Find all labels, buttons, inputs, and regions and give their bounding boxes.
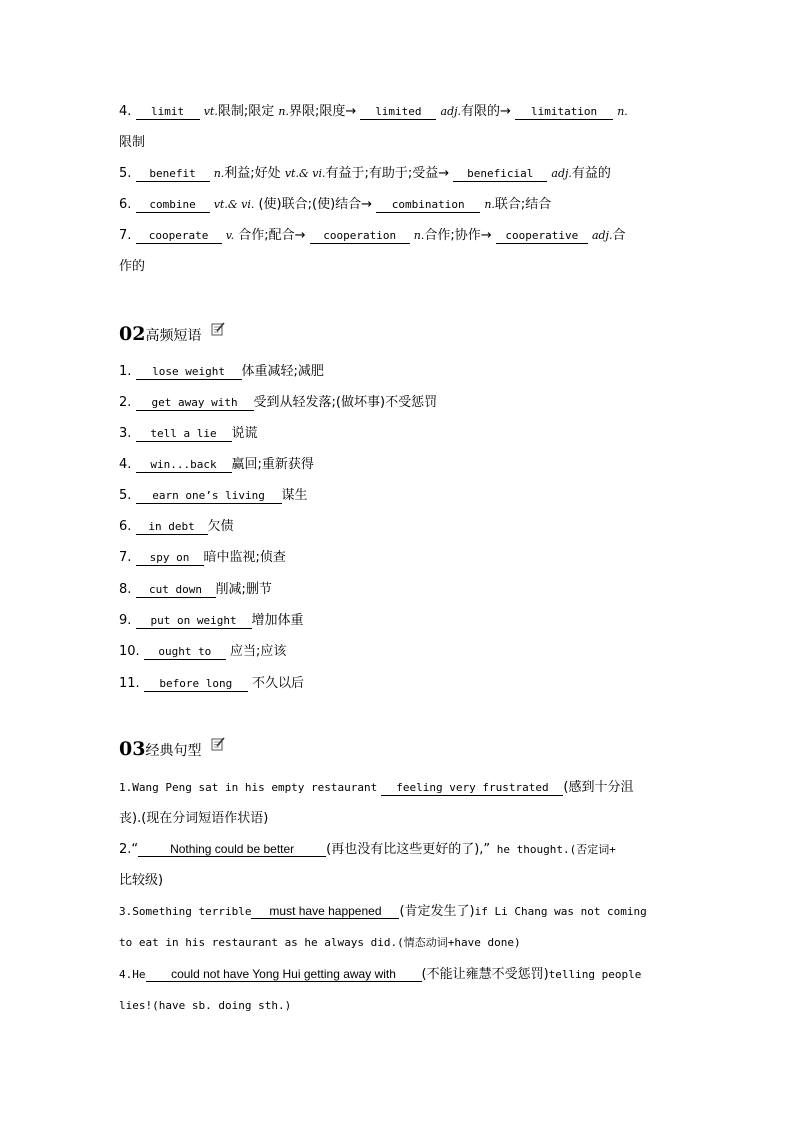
notepad-pencil-icon bbox=[211, 736, 225, 750]
definition: 联合;结合 bbox=[494, 197, 552, 212]
answer-blank: tell a lie bbox=[136, 427, 232, 442]
phrase-item bbox=[119, 455, 314, 475]
part-of-speech: n. bbox=[213, 167, 225, 180]
answer-blank: get away with bbox=[136, 396, 254, 411]
answer-blank: must have happened bbox=[251, 904, 399, 919]
answer-blank: limitation bbox=[515, 105, 613, 120]
item-number: 9. bbox=[119, 613, 132, 628]
sentence-hint: (肯定发生了) bbox=[399, 904, 475, 919]
definition: 有益于;有助于;受益→ bbox=[325, 166, 450, 181]
part-of-speech: vt. bbox=[203, 105, 218, 118]
answer-blank: in debt bbox=[136, 520, 208, 535]
phrase-meaning: 说谎 bbox=[231, 426, 258, 441]
phrase-meaning: 赢回;重新获得 bbox=[231, 457, 314, 472]
phrase-item bbox=[119, 611, 304, 631]
sentence-text: telling people bbox=[548, 968, 642, 981]
sentence-item bbox=[119, 902, 647, 922]
item-number: 7. bbox=[119, 228, 132, 243]
phrase-meaning: 体重减轻;减肥 bbox=[241, 364, 324, 379]
part-of-speech: v. bbox=[225, 229, 235, 242]
sentence-item bbox=[119, 778, 634, 798]
item-number: 5. bbox=[119, 166, 132, 181]
definition: 有益的 bbox=[571, 166, 611, 181]
phrase-item bbox=[119, 517, 234, 537]
answer-blank: feeling very frustrated bbox=[381, 781, 563, 796]
phrase-meaning: 应当;应该 bbox=[229, 644, 287, 659]
item-number: 8. bbox=[119, 582, 132, 597]
sentence-text: he thought.(否定词+ bbox=[490, 843, 616, 856]
item-number: 2. bbox=[119, 395, 132, 410]
vocab-item-4-wrap bbox=[119, 133, 145, 153]
answer-blank: cooperative bbox=[496, 229, 588, 244]
answer-blank: cooperation bbox=[310, 229, 410, 244]
sentence-wrap: 比较级) bbox=[119, 873, 164, 888]
item-number: 6. bbox=[119, 197, 132, 212]
sentence-text: if Li Chang was not coming bbox=[474, 905, 647, 918]
part-of-speech: n. bbox=[484, 198, 495, 211]
definition: 利益;好处 bbox=[224, 166, 281, 181]
definition: (使)联合;(使)结合→ bbox=[258, 197, 373, 212]
sentence-text: 1.Wang Peng sat in his empty restaurant bbox=[119, 781, 378, 794]
phrase-item bbox=[119, 424, 258, 444]
answer-blank: spy on bbox=[136, 551, 204, 566]
definition-wrap: 限制 bbox=[119, 135, 146, 150]
answer-blank: combine bbox=[136, 198, 210, 213]
phrase-meaning: 不久以后 bbox=[251, 676, 304, 691]
answer-blank: lose weight bbox=[136, 365, 242, 380]
answer-blank: ought to bbox=[144, 645, 226, 660]
sentence-wrap: 丧).(现在分词短语作状语) bbox=[119, 811, 269, 826]
answer-blank: beneficial bbox=[453, 167, 547, 182]
answer-blank: could not have Yong Hui getting away with bbox=[146, 967, 422, 982]
part-of-speech: vt.& vi. bbox=[284, 167, 326, 180]
phrase-meaning: 谋生 bbox=[281, 488, 308, 503]
part-of-speech: adj. bbox=[591, 229, 613, 242]
sentence-text: 2.“ bbox=[119, 842, 139, 857]
section-heading-sentences bbox=[119, 738, 225, 760]
answer-blank: limited bbox=[360, 105, 436, 120]
phrase-item bbox=[119, 486, 308, 506]
sentence-hint: (再也没有比这些更好的了),” bbox=[326, 842, 491, 857]
sentence-wrap: to eat in his restaurant as he always did.(情态动词+have done) bbox=[119, 936, 521, 949]
definition: 合作;协作→ bbox=[424, 228, 492, 243]
item-number: 4. bbox=[119, 457, 132, 472]
answer-blank: earn one’s living bbox=[136, 489, 282, 504]
sentence-item-wrap bbox=[119, 871, 163, 891]
phrase-meaning: 暗中监视;侦查 bbox=[203, 550, 286, 565]
phrase-item bbox=[119, 362, 324, 382]
sentence-item-wrap bbox=[119, 996, 291, 1016]
section-heading-phrases bbox=[119, 323, 225, 345]
phrase-meaning: 削减;删节 bbox=[215, 582, 272, 597]
section-number: 03 bbox=[119, 738, 146, 760]
section-number: 02 bbox=[119, 323, 146, 345]
answer-blank: before long bbox=[144, 677, 248, 692]
definition: 合 bbox=[612, 228, 626, 243]
answer-blank: combination bbox=[376, 198, 480, 213]
section-title: 经典句型 bbox=[145, 743, 202, 759]
part-of-speech: n. bbox=[278, 105, 289, 118]
definition: 有限的→ bbox=[461, 104, 511, 119]
answer-blank: cut down bbox=[136, 583, 216, 598]
item-number: 1. bbox=[119, 364, 132, 379]
sentence-item bbox=[119, 840, 616, 860]
section-title: 高频短语 bbox=[145, 328, 202, 344]
answer-blank: limit bbox=[136, 105, 200, 120]
part-of-speech: adj. bbox=[440, 105, 462, 118]
part-of-speech: vt.& vi. bbox=[213, 198, 255, 211]
sentence-text: 3.Something terrible bbox=[119, 905, 252, 918]
definition: 合作;配合→ bbox=[238, 228, 306, 243]
phrase-meaning: 增加体重 bbox=[251, 613, 304, 628]
sentence-wrap: lies!(have sb. doing sth.) bbox=[119, 999, 292, 1012]
answer-blank: Nothing could be better bbox=[138, 842, 326, 857]
phrase-item bbox=[119, 393, 437, 413]
item-number: 5. bbox=[119, 488, 132, 503]
part-of-speech: n. bbox=[413, 229, 425, 242]
vocab-item-5 bbox=[119, 164, 611, 184]
sentence-item-wrap bbox=[119, 809, 268, 829]
phrase-meaning: 欠债 bbox=[207, 519, 234, 534]
part-of-speech: adj. bbox=[551, 167, 572, 180]
item-number: 11. bbox=[119, 676, 140, 691]
sentence-text: 4.He bbox=[119, 968, 146, 981]
sentence-item bbox=[119, 965, 641, 985]
notepad-pencil-icon bbox=[211, 321, 225, 335]
vocab-item-6 bbox=[119, 195, 551, 215]
part-of-speech: n. bbox=[617, 105, 628, 118]
phrase-item bbox=[119, 674, 304, 694]
item-number: 3. bbox=[119, 426, 132, 441]
answer-blank: cooperate bbox=[136, 229, 222, 244]
answer-blank: benefit bbox=[136, 167, 210, 182]
phrase-item bbox=[119, 642, 286, 662]
item-number: 4. bbox=[119, 104, 132, 119]
phrase-item bbox=[119, 548, 286, 568]
definition-wrap: 作的 bbox=[119, 259, 146, 274]
phrase-item bbox=[119, 580, 272, 600]
definition: 界限;限度→ bbox=[288, 104, 357, 119]
vocab-item-7 bbox=[119, 226, 625, 246]
sentence-item-wrap bbox=[119, 933, 521, 953]
item-number: 6. bbox=[119, 519, 132, 534]
vocab-item-7-wrap bbox=[119, 257, 145, 277]
answer-blank: put on weight bbox=[136, 614, 252, 629]
sentence-hint: (不能让雍慧不受惩罚) bbox=[421, 967, 549, 982]
definition: 限制;限定 bbox=[217, 104, 275, 119]
vocab-item-4 bbox=[119, 102, 628, 122]
item-number: 10. bbox=[119, 644, 140, 659]
item-number: 7. bbox=[119, 550, 132, 565]
sentence-hint: (感到十分沮 bbox=[563, 780, 634, 795]
phrase-meaning: 受到从轻发落;(做坏事)不受惩罚 bbox=[253, 395, 438, 410]
answer-blank: win...back bbox=[136, 458, 232, 473]
